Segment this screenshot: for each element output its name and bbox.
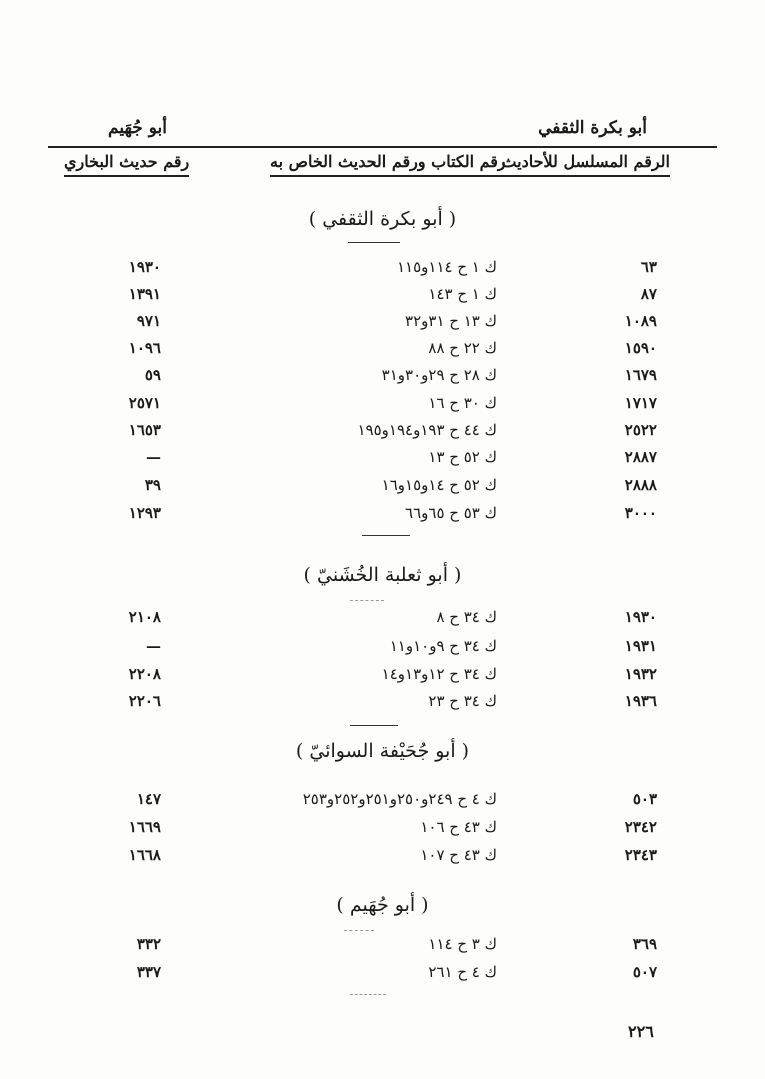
running-title-left: أبو جُهَيم: [108, 118, 167, 138]
table-row: [0, 448, 765, 472]
page-number: ٢٢٦: [628, 1022, 654, 1041]
section-rule: [348, 242, 400, 243]
bukhari-number: ١٦٦٨: [128, 846, 161, 864]
book-hadith-ref: ك ٤٣ ح ١٠٦: [420, 818, 497, 836]
serial-number: ١٦٧٩: [624, 366, 657, 384]
book-hadith-ref: ك ٤ ح ٢٦١: [428, 963, 497, 981]
bukhari-number: ٣٣٧: [136, 963, 161, 981]
table-row: [0, 665, 765, 689]
serial-number: ٢٥٢٢: [624, 421, 657, 439]
section-title: ( أبو بكرة الثقفي ): [308, 208, 457, 230]
book-hadith-ref: ك ٣٤ ح ٨: [436, 608, 497, 626]
serial-number: ١٩٣٢: [624, 665, 657, 683]
table-row: [0, 692, 765, 716]
book-hadith-ref: ك ٣٠ ح ١٦: [428, 394, 497, 412]
bukhari-number: ١٩٣٠: [128, 258, 161, 276]
book-hadith-ref: ك ١ ح ١١٤و١١٥: [396, 258, 497, 276]
serial-number: ٦٣: [640, 258, 657, 276]
bukhari-number: ١٢٩٣: [128, 504, 161, 522]
column-header-bukhari: رقم حديث البخاري: [64, 152, 189, 177]
section-dotted-rule: [350, 600, 384, 601]
table-row: [0, 935, 765, 959]
bukhari-number: ٢٥٧١: [128, 394, 161, 412]
book-hadith-ref: ك ٥٢ ح ١٤و١٥و١٦: [381, 476, 497, 494]
table-row: [0, 285, 765, 309]
table-row: [0, 963, 765, 987]
serial-number: ١٠٨٩: [624, 312, 657, 330]
bukhari-number: ٥٩: [144, 366, 161, 384]
column-header-book-hadith: رقم الكتاب ورقم الحديث الخاص به: [270, 152, 506, 177]
book-hadith-ref: ك ١ ح ١٤٣: [428, 285, 497, 303]
serial-number: ٢٣٤٢: [624, 818, 657, 836]
bukhari-number: ٣٣٢: [136, 935, 161, 953]
book-hadith-ref: ك ٥٣ ح ٦٥و٦٦: [405, 504, 497, 522]
bukhari-number: ٢٢٠٨: [128, 665, 161, 683]
book-hadith-ref: ك ١٣ ح ٣١و٣٢: [405, 312, 497, 330]
section-rule: [350, 725, 398, 726]
book-hadith-ref: ك ٥٢ ح ١٣: [428, 448, 497, 466]
section-title: ( أبو جُحَيْفة السوائيّ ): [295, 740, 470, 762]
serial-number: ١٩٣٠: [624, 608, 657, 626]
book-hadith-ref: ك ٣٤ ح ١٢و١٣و١٤: [381, 665, 497, 683]
column-header-serial: الرقم المسلسل للأحاديث: [501, 152, 670, 177]
bukhari-number: ٢٢٠٦: [128, 692, 161, 710]
table-row: [0, 637, 765, 661]
bukhari-number: ٩٧١: [136, 312, 161, 330]
table-row: [0, 312, 765, 336]
book-hadith-ref: ك ٣٤ ح ٩و١٠و١١: [389, 637, 497, 655]
table-row: [0, 504, 765, 528]
section-title: ( أبو ثعلبة الخُشَنيّ ): [303, 564, 462, 586]
bukhari-number: ١٣٩١: [128, 285, 161, 303]
serial-number: ٥٠٣: [632, 790, 657, 808]
table-row: [0, 790, 765, 814]
serial-number: ٣٠٠٠: [624, 504, 657, 522]
serial-number: ٣٦٩: [632, 935, 657, 953]
section-dotted-rule: [344, 930, 374, 931]
table-row: [0, 366, 765, 390]
book-hadith-ref: ك ٣ ح ١١٤: [428, 935, 497, 953]
book-hadith-ref: ك ٢٢ ح ٨٨: [428, 339, 497, 357]
bukhari-number: ١٦٥٣: [128, 421, 161, 439]
section-title: ( أبو جُهَيم ): [336, 894, 429, 916]
table-row: [0, 394, 765, 418]
running-title-right: أبو بكرة الثقفي: [538, 118, 647, 138]
table-row: [0, 476, 765, 500]
table-row: [0, 258, 765, 282]
bukhari-number: ١٦٦٩: [128, 818, 161, 836]
book-hadith-ref: ك ٣٤ ح ٢٣: [428, 692, 497, 710]
serial-number: ١٩٣١: [624, 637, 657, 655]
book-hadith-ref: ك ٢٨ ح ٢٩و٣٠و٣١: [381, 366, 497, 384]
section-rule: [362, 535, 410, 536]
table-row: [0, 339, 765, 363]
book-hadith-ref: ك ٤٤ ح ١٩٣و١٩٤و١٩٥: [357, 421, 497, 439]
table-row: [0, 846, 765, 870]
book-hadith-ref: ك ٤ ح ٢٤٩و٢٥٠و٢٥١و٢٥٢و٢٥٣: [302, 790, 497, 808]
table-row: [0, 421, 765, 445]
header-rule: [48, 146, 717, 148]
serial-number: ٢٣٤٣: [624, 846, 657, 864]
serial-number: ٨٧: [640, 285, 657, 303]
bukhari-number: ١٠٩٦: [128, 339, 161, 357]
book-hadith-ref: ك ٤٣ ح ١٠٧: [420, 846, 497, 864]
bukhari-number: —: [146, 448, 161, 466]
table-row: [0, 608, 765, 632]
bukhari-number: ٣٩: [144, 476, 161, 494]
serial-number: ١٩٣٦: [624, 692, 657, 710]
bukhari-number: ٢١٠٨: [128, 608, 161, 626]
serial-number: ٥٠٧: [632, 963, 657, 981]
table-row: [0, 818, 765, 842]
serial-number: ٢٨٨٨: [624, 476, 657, 494]
serial-number: ٢٨٨٧: [624, 448, 657, 466]
serial-number: ١٥٩٠: [624, 339, 657, 357]
section-dotted-rule: [350, 994, 386, 995]
bukhari-number: —: [146, 637, 161, 655]
serial-number: ١٧١٧: [624, 394, 657, 412]
bukhari-number: ١٤٧: [136, 790, 161, 808]
